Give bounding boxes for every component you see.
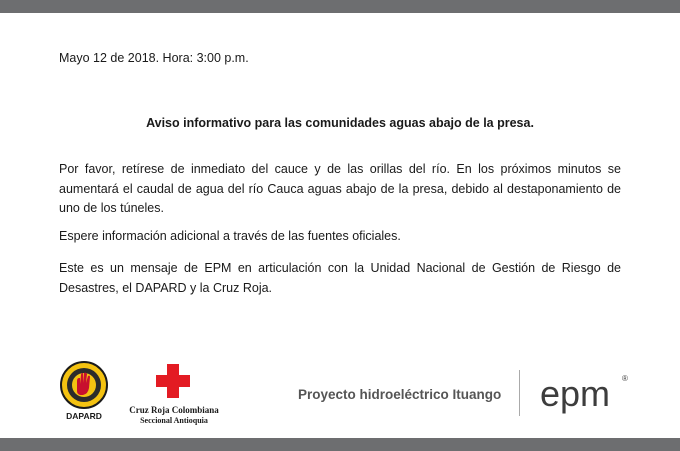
cruz-roja-logo	[118, 361, 230, 431]
registered-mark: ®	[622, 374, 628, 383]
epm-wordmark: epm	[540, 373, 611, 414]
notice-title: Aviso informativo para las comunidades aguas abajo de la presa.	[146, 116, 534, 130]
footer-divider	[519, 370, 520, 416]
notice-paragraph-2: Espere información adicional a través de las fuentes oficiales.	[59, 229, 401, 243]
cruz-roja-section: Seccional Antioquia	[140, 416, 208, 425]
dapard-logo	[53, 361, 115, 431]
bottom-bar	[0, 438, 680, 451]
epm-logo	[540, 372, 632, 416]
date-line: Mayo 12 de 2018. Hora: 3:00 p.m.	[59, 51, 249, 65]
dapard-seal-icon	[53, 361, 115, 411]
cruz-roja-name: Cruz Roja Colombiana	[129, 405, 219, 415]
project-name: Proyecto hidroeléctrico Ituango	[298, 387, 502, 402]
top-bar	[0, 0, 680, 13]
dapard-label: DAPARD	[66, 411, 102, 421]
red-cross-icon	[118, 361, 230, 403]
notice-paragraph-3: Este es un mensaje de EPM en articulación con la Unidad Nacional de Gestión de Riesgo de Desastres, el DAPARD y la Cruz Roja.	[59, 261, 621, 295]
notice-paragraph-1: Por favor, retírese de inmediato del cauce y de las orillas del río. En los próximos minutos se aumentará el caudal de agua del río Cauca aguas abajo de la presa, debido al destaponamiento de uno de los túneles.	[59, 162, 621, 215]
